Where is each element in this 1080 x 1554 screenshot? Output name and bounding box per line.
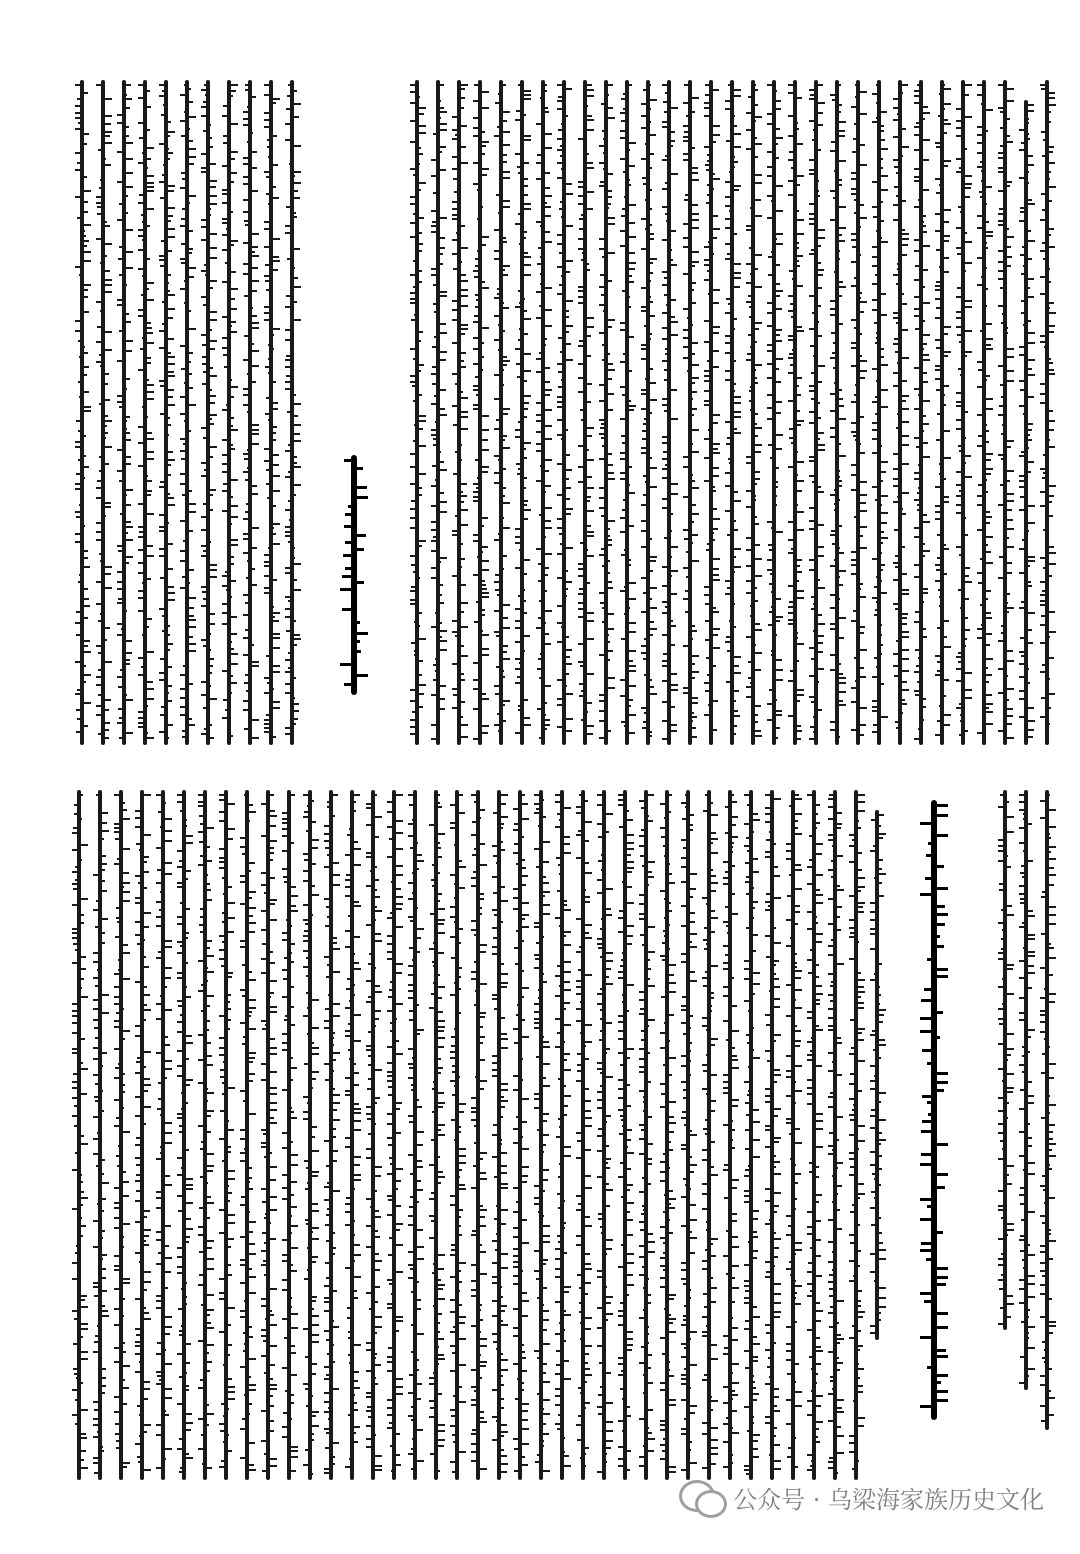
text-column [786, 790, 802, 1480]
text-column [515, 80, 531, 745]
text-column [198, 790, 214, 1480]
text-column [557, 80, 573, 745]
text-column [599, 80, 615, 745]
text-column [452, 80, 468, 745]
text-column [935, 80, 951, 745]
text-column [746, 80, 762, 745]
text-column [159, 80, 175, 745]
text-column [222, 80, 238, 745]
text-column [641, 80, 657, 745]
text-column [282, 790, 298, 1480]
text-column [828, 790, 844, 1480]
text-column [893, 80, 909, 745]
text-column [285, 80, 301, 745]
text-column [471, 790, 487, 1480]
text-column [662, 80, 678, 745]
text-column [261, 790, 277, 1480]
text-column [243, 80, 259, 745]
text-column [536, 80, 552, 745]
wechat-bubble-icon [679, 1478, 723, 1516]
section-heading-bottom [920, 800, 948, 1420]
section-heading-top [340, 455, 368, 695]
text-column [683, 80, 699, 745]
text-column [450, 790, 466, 1480]
text-column [807, 790, 823, 1480]
text-column [870, 810, 886, 1340]
text-column [431, 80, 447, 745]
text-column [977, 80, 993, 745]
text-column [998, 790, 1014, 1330]
text-column [956, 80, 972, 745]
text-column [408, 790, 424, 1480]
text-column [324, 790, 340, 1480]
text-column [1040, 80, 1056, 745]
text-column [620, 80, 636, 745]
text-column [410, 80, 426, 745]
text-column [849, 790, 865, 1480]
text-column [704, 80, 720, 745]
text-column [702, 790, 718, 1480]
text-column [494, 80, 510, 745]
text-column [473, 80, 489, 745]
text-column [914, 80, 930, 745]
watermark [679, 1478, 1044, 1516]
text-column [597, 790, 613, 1480]
text-column [72, 790, 88, 1480]
text-column [75, 80, 91, 745]
text-column [851, 80, 867, 745]
text-column [156, 790, 172, 1480]
text-column [366, 790, 382, 1480]
watermark-text: 公众号 · 乌梁海家族历史文化 [733, 1485, 1044, 1514]
text-column [135, 790, 151, 1480]
text-column [177, 790, 193, 1480]
text-column [492, 790, 508, 1480]
text-column [767, 80, 783, 745]
text-column [639, 790, 655, 1480]
text-column [744, 790, 760, 1480]
text-column [534, 790, 550, 1480]
text-column [1019, 100, 1035, 745]
text-column [93, 790, 109, 1480]
text-column [240, 790, 256, 1480]
text-column [578, 80, 594, 745]
text-column [117, 80, 133, 745]
text-column [788, 80, 804, 745]
text-column [723, 790, 739, 1480]
text-column [660, 790, 676, 1480]
text-column [180, 80, 196, 745]
text-column [576, 790, 592, 1480]
text-column [809, 80, 825, 745]
text-column [765, 790, 781, 1480]
text-column [264, 80, 280, 745]
text-column [1040, 790, 1056, 1430]
text-column [429, 790, 445, 1480]
text-column [345, 790, 361, 1480]
text-column [725, 80, 741, 745]
text-column [303, 790, 319, 1480]
text-column [201, 80, 217, 745]
text-column [681, 790, 697, 1480]
text-column [830, 80, 846, 745]
text-column [513, 790, 529, 1480]
text-column [138, 80, 154, 745]
text-column [219, 790, 235, 1480]
text-column [618, 790, 634, 1480]
text-column [998, 80, 1014, 745]
text-column [387, 790, 403, 1480]
text-column [872, 80, 888, 745]
text-column [96, 80, 112, 745]
text-column [555, 790, 571, 1480]
text-column [1019, 790, 1035, 1390]
text-column [114, 790, 130, 1480]
